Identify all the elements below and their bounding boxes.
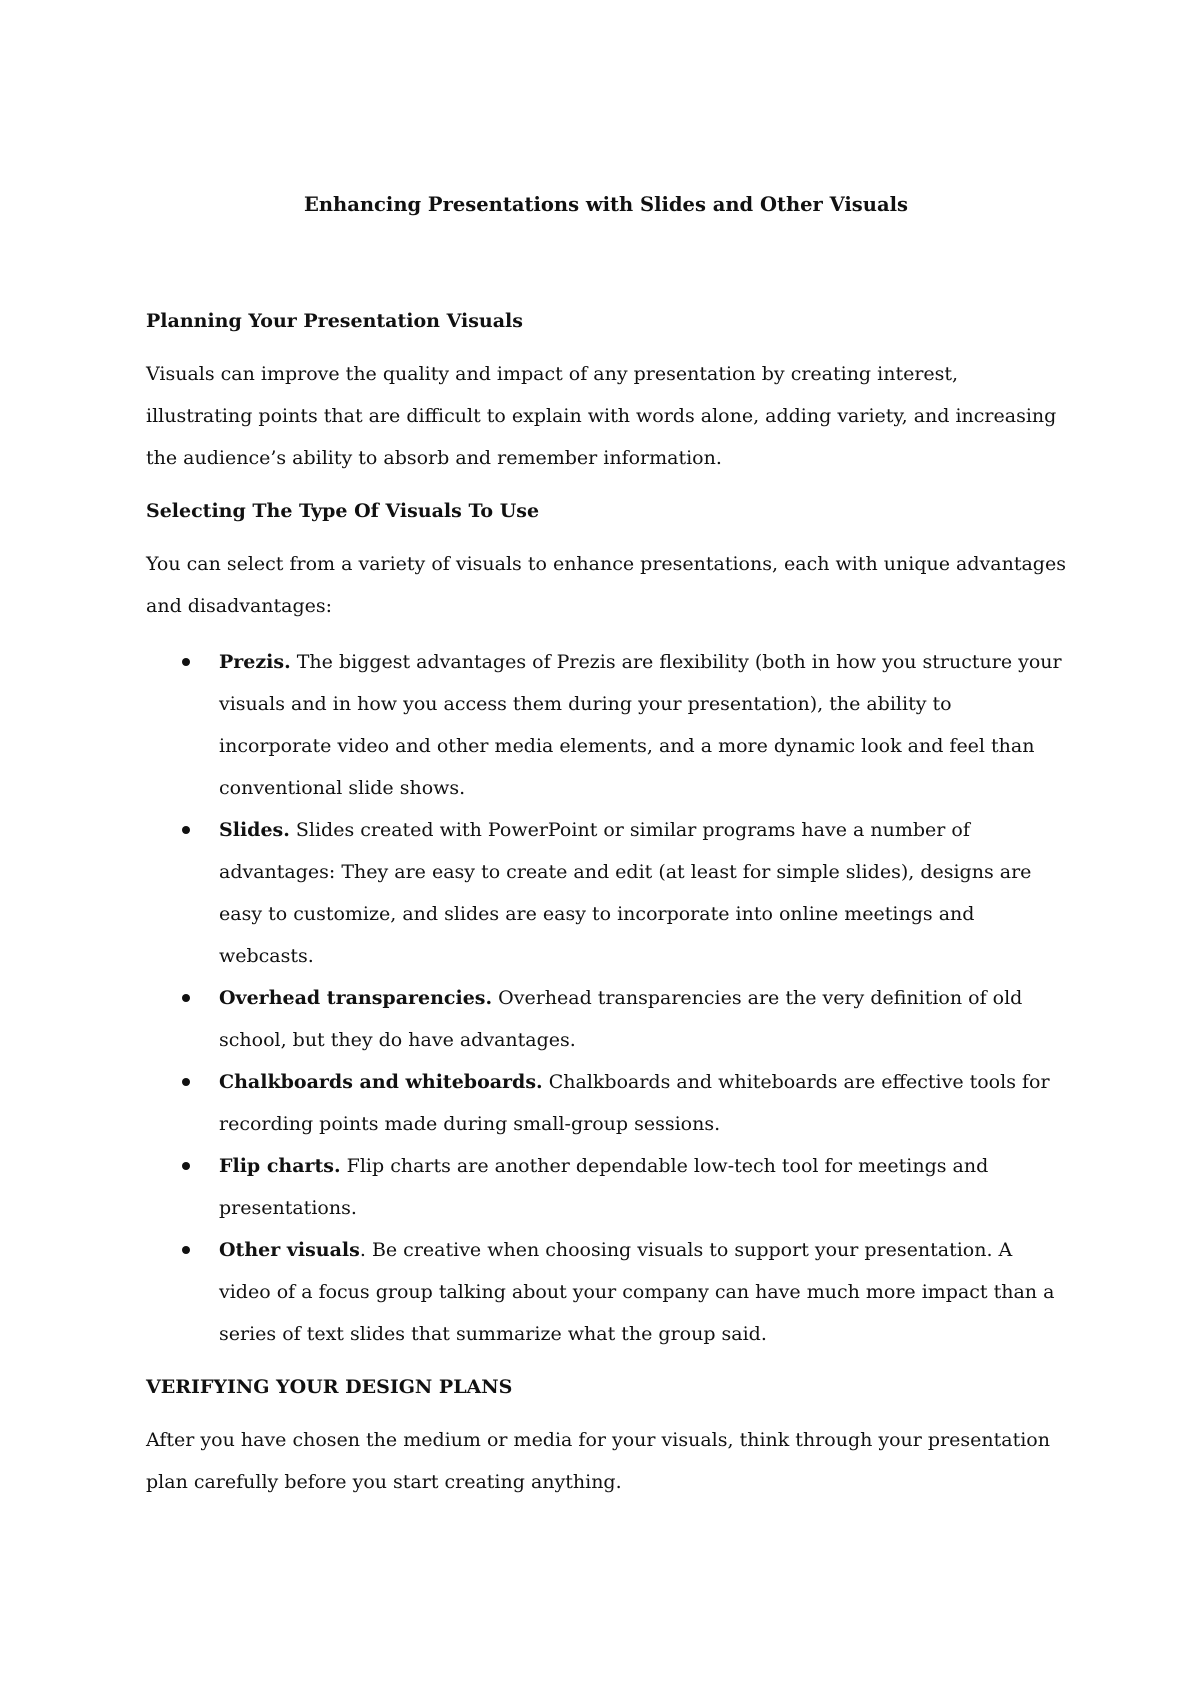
- bullet-icon: [182, 658, 190, 666]
- bullet-term: Prezis.: [219, 651, 291, 673]
- bullet-item-other-visuals: [146, 1229, 1066, 1355]
- bullet-text: Chalkboards and whiteboards are effective tools for recording points made during small-group sessions.: [219, 1071, 1050, 1135]
- document-content: [146, 190, 1066, 1503]
- bullet-icon: [182, 1078, 190, 1086]
- bullet-item-prezis: [146, 641, 1066, 809]
- bullet-term: Overhead transparencies.: [219, 987, 493, 1009]
- bullet-item-chalkboards-whiteboards: [146, 1061, 1066, 1145]
- bullet-icon: [182, 1162, 190, 1170]
- bullet-term: Slides.: [219, 819, 290, 841]
- section-heading-verifying: VERIFYING YOUR DESIGN PLANS: [146, 1376, 513, 1398]
- bullet-text: Overhead transparencies are the very definition of old school, but they do have advantages.: [219, 987, 1023, 1051]
- section-paragraph-planning: Visuals can improve the quality and impact of any presentation by creating interest, illustrating points that are difficult to explain with words alone, adding variety, and increasing the audience’s ability to absorb and remember information.: [146, 363, 1057, 469]
- section-heading-selecting: Selecting The Type Of Visuals To Use: [146, 500, 540, 522]
- section-paragraph-selecting: You can select from a variety of visuals to enhance presentations, each with unique advantages and disadvantages:: [146, 553, 1066, 617]
- bullet-term: Chalkboards and whiteboards.: [219, 1071, 543, 1093]
- bullet-text: The biggest advantages of Prezis are flexibility (both in how you structure your visuals and in how you access them during your presentation), the ability to incorporate video and other media elements, and a more dynamic look and feel than conventional slide shows.: [219, 651, 1062, 799]
- bullet-text: . Be creative when choosing visuals to support your presentation. A video of a focus group talking about your company can have much more impact than a series of text slides that summarize what the group said.: [219, 1239, 1055, 1345]
- bullet-item-flip-charts: [146, 1145, 1066, 1229]
- bullet-item-slides: [146, 809, 1066, 977]
- bullet-icon: [182, 994, 190, 1002]
- bullet-term: Flip charts.: [219, 1155, 341, 1177]
- bullet-text: Slides created with PowerPoint or similar programs have a number of advantages: They are easy to create and edit (at least for simple slides), designs are easy to customize, and slides are easy to incorporate into online meetings and webcasts.: [219, 819, 1032, 967]
- bullet-text: Flip charts are another dependable low-tech tool for meetings and presentations.: [219, 1155, 989, 1219]
- bullet-icon: [182, 1246, 190, 1254]
- bullet-icon: [182, 826, 190, 834]
- bullet-term: Other visuals: [219, 1239, 360, 1261]
- section-paragraph-verifying: After you have chosen the medium or media for your visuals, think through your presentation plan carefully before you start creating anything.: [146, 1429, 1050, 1493]
- visuals-bullet-list: [146, 641, 1066, 1355]
- section-heading-planning: Planning Your Presentation Visuals: [146, 310, 523, 332]
- document-title: Enhancing Presentations with Slides and Other Visuals: [304, 193, 908, 216]
- bullet-item-overhead-transparencies: [146, 977, 1066, 1061]
